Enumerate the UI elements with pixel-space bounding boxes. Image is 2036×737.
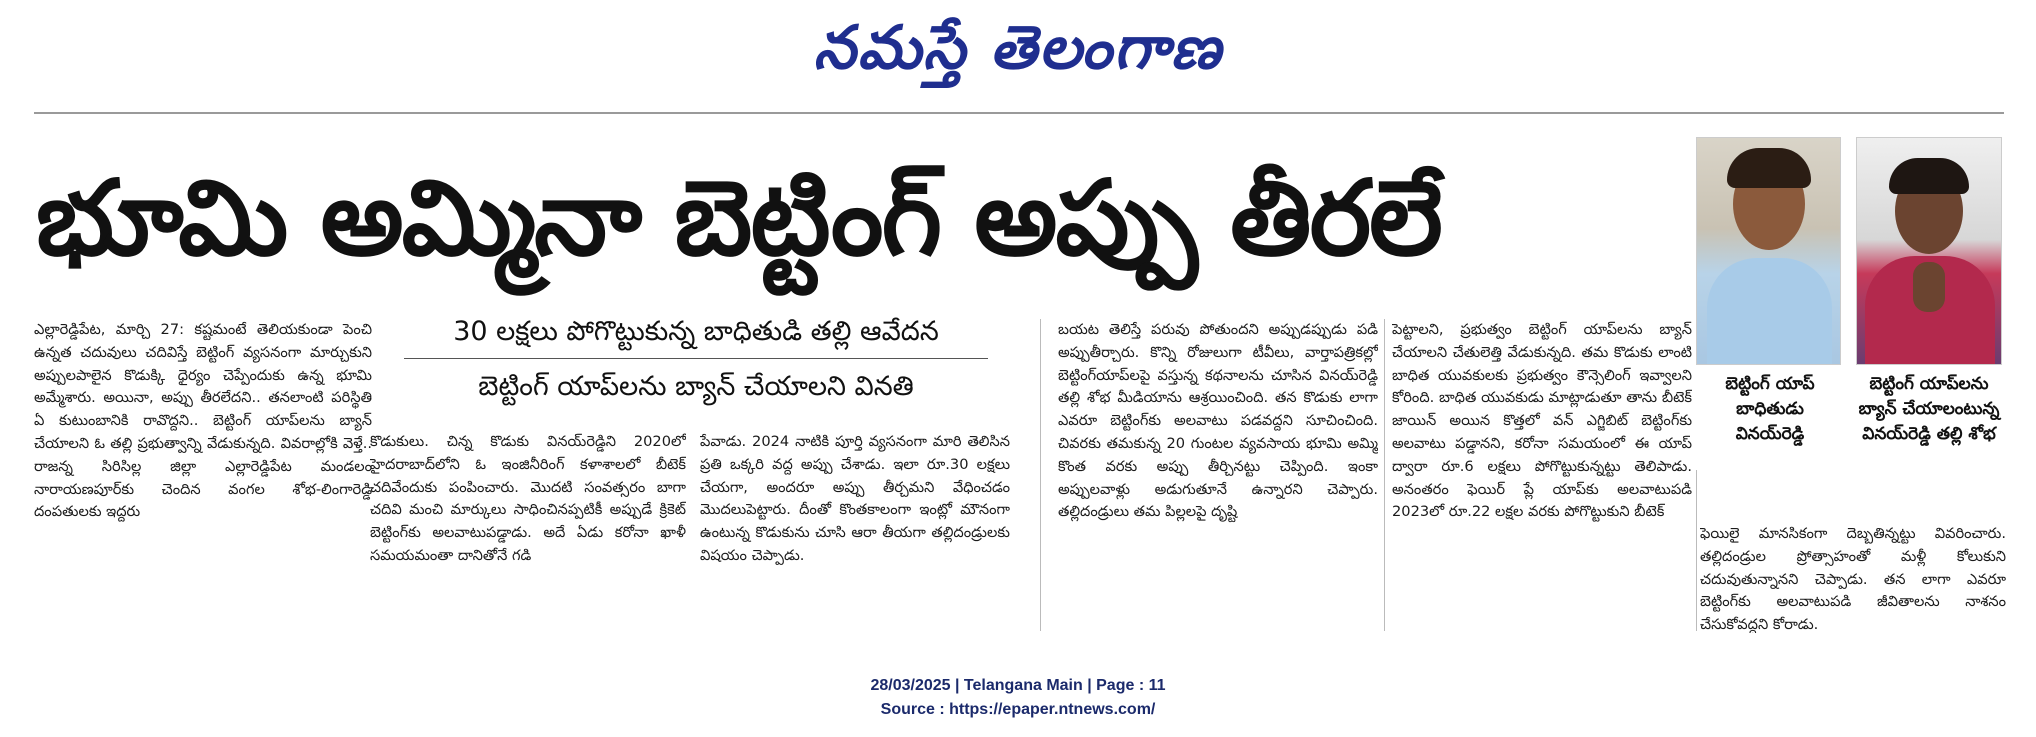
column-text: ఎల్లారెడ్డిపేట, మార్చి 27: కష్టమంటే తెలియకుండా పెంచి ఉన్నత చదువులు చదివిస్తే బెట్టింగ్ వ్యసనంగా మార్చుకుని అప్పులపాలైన కొడుక్కి ధైర్యం చెప్పేందుకు ఉన్న భూమి అమ్మేశారు. అయినా, అప్పు తీరలేదని.. తనలాంటి పరిస్థితి ఏ కుటుంబానికి రావొద్దని.. బెట్టింగ్ యాప్‌లను బ్యాన్ చేయాలని ఓ తల్లి ప్రభుత్వాన్ని వేడుకున్నది. వివరాల్లోకి వెళ్తే.. రాజన్న సిరిసిల్ల జిల్లా ఎల్లారెడ్డిపేట మండలం నారాయణపూర్‌కు చెందిన వంగల శోభ-లింగారెడ్డి దంపతులకు ఇద్దరు xyxy=(34,321,372,521)
subheadline-primary: 30 లక్షలు పోగొట్టుకున్న బాధితుడి తల్లి ఆవేదన xyxy=(453,316,939,347)
masthead-divider xyxy=(34,112,2004,114)
masthead-title: నమస్తే తెలంగాణ xyxy=(813,13,1223,83)
column-divider xyxy=(1040,319,1041,631)
column-divider xyxy=(1384,319,1385,631)
column-text: పేవాడు. 2024 నాటికి పూర్తి వ్యసనంగా మారి తెలిసిన ప్రతి ఒక్కరి వద్ద అప్పు చేశాడు. ఇలా రూ.30 లక్షలు చేయగా, అందరూ అప్పు తీర్చమని వేధించడం మొదలుపెట్టారు. దీంతో కొంతకాలంగా ఇంట్లో మౌనంగా ఉంటున్న కొడుకును చూసి ఆరా తీయగా తల్లిదండ్రులకు విషయం చెప్పాడు. xyxy=(700,433,1010,564)
subheadline-divider xyxy=(404,358,988,359)
column-divider xyxy=(1696,470,1697,631)
photo-caption-victim: బెట్టింగ్ యాప్ బాధితుడు వినయ్‌రెడ్డి xyxy=(1725,374,1815,444)
article-column-1 xyxy=(34,319,372,631)
footer-edition-info: 28/03/2025 | Telangana Main | Page : 11 xyxy=(870,677,1166,694)
column-text: ఫెయిలై మానసికంగా దెబ్బతిన్నట్టు వివరించారు. తల్లిదండ్రుల ప్రోత్సాహంతో మళ్లీ కోలుకుని చదువుతున్నానని చెప్పాడు. తన లాగా ఎవరూ బెట్టింగ్‌కు అలవాటుపడి జీవితాలను నాశనం చేసుకోవద్దని కోరాడు. xyxy=(1700,525,2006,633)
article-column-4 xyxy=(1058,319,1378,631)
column-text: బయట తెలిస్తే పరువు పోతుందని అప్పుడప్పుడు పడి అప్పుతీర్చారు. కొన్ని రోజులుగా టీవీలు, వార్తాపత్రికల్లో బెట్టింగ్‌యాప్‌లపై వస్తున్న కథనాలను చూసిన వినయ్‌రెడ్డి తల్లి శోభ మీడియాను ఆశ్రయించింది. తన కొడుకు లాగా ఎవరూ బెట్టింగ్‌కు అలవాటు పడవద్దని సూచించింది. చివరకు తమకున్న 20 గుంటల వ్యవసాయ భూమి అమ్మి కొంత వరకు అప్పు తీర్చినట్టు చెప్పింది. ఇంకా అప్పులవాళ్లు అడుగుతూనే ఉన్నారని చెప్పారు. తల్లిదండ్రులు తమ పిల్లలపై దృష్టి xyxy=(1058,321,1378,521)
article-column-6 xyxy=(1700,523,2006,633)
column-text: కొడుకులు. చిన్న కొడుకు వినయ్‌రెడ్డిని 2020లో హైదరాబాద్‌లోని ఓ ఇంజినీరింగ్ కళాశాలలో బీటెక్ చదివేందుకు పంపించారు. మొదటి సంవత్సరం బాగా చదివి మంచి మార్కులు సాధించినప్పటికీ అప్పుడే క్రికెట్ బెట్టింగ్‌కు అలవాటుపడ్డాడు. అదే ఏడు కరోనా ఖాళీ సమయమంతా దానితోనే గడి xyxy=(370,433,686,564)
masthead xyxy=(0,8,2036,88)
article-column-3 xyxy=(700,431,1010,631)
column-text: పెట్టాలని, ప్రభుత్వం బెట్టింగ్ యాప్‌లను బ్యాన్ చేయాలని చేతులెత్తి వేడుకున్నది. తమ కొడుకు లాంటి బాధిత యువకులకు ప్రభుత్వం కౌన్సెలింగ్ ఇవ్వాలని కోరింది. బాధిత యువకుడు మాట్లాడుతూ తాను బీటెక్ జాయిన్ అయిన కొత్తలో వన్ ఎగ్జిబిట్ బెట్టింగ్‌కు అలవాటు పడ్డానని, కరోనా సమయంలో ఈ యాప్ ద్వారా రూ.6 లక్షలు పోగొట్టుకున్నట్టు తెలిపాడు. అనంతరం ఫెయిర్ ప్లే యాప్‌కు అలవాటుపడి 2023లో రూ.22 లక్షల వరకు పోగొట్టుకుని బీటెక్ xyxy=(1392,321,1692,521)
photo-caption-mother: బెట్టింగ్ యాప్‌లను బ్యాన్ చేయాలంటున్న వినయ్‌రెడ్డి తల్లి శోభ xyxy=(1858,374,2000,444)
subheadline-secondary: బెట్టింగ్ యాప్‌లను బ్యాన్ చేయాలని వినతి xyxy=(478,371,914,402)
article-column-2 xyxy=(370,431,686,631)
photo-mother xyxy=(1856,137,2002,365)
photo-victim xyxy=(1696,137,1841,365)
article-column-5 xyxy=(1392,319,1692,631)
article-headline: భూమి అమ్మినా బెట్టింగ్ అప్పు తీరలే xyxy=(36,157,1441,279)
footer-source-link[interactable]: Source : https://epaper.ntnews.com/ xyxy=(880,701,1156,718)
